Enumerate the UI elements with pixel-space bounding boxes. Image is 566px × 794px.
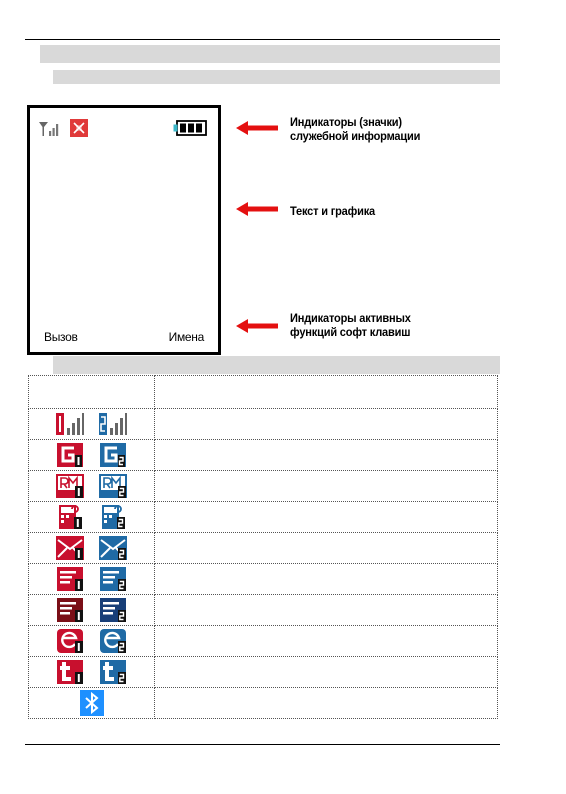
sms-sim2-icon bbox=[98, 535, 128, 561]
signal-sim1-icon bbox=[55, 411, 85, 437]
callout-label: Индикаторы активных функций софт клавиш bbox=[290, 311, 411, 339]
message-sim2-icon bbox=[98, 566, 128, 592]
email-sim2-icon bbox=[98, 628, 128, 654]
table-row bbox=[29, 533, 498, 564]
sim-status-icon bbox=[70, 119, 88, 137]
missed-call-sim2-icon bbox=[98, 504, 128, 530]
table-heading-bar bbox=[53, 356, 500, 374]
section-heading-bar bbox=[40, 45, 500, 63]
table-header-row bbox=[29, 376, 498, 409]
subsection-heading-bar bbox=[53, 70, 500, 84]
message-full-sim2-icon bbox=[98, 597, 128, 623]
gprs-sim1-icon bbox=[55, 442, 85, 468]
right-softkey-label: Имена bbox=[168, 330, 204, 344]
table-header-cell bbox=[29, 376, 155, 409]
table-row bbox=[29, 657, 498, 688]
table-row bbox=[29, 471, 498, 502]
arrow-left-icon bbox=[236, 319, 278, 333]
line-sim2-icon bbox=[98, 659, 128, 685]
message-full-sim1-icon bbox=[55, 597, 85, 623]
phone-screen bbox=[27, 105, 221, 355]
arrow-left-icon bbox=[236, 121, 278, 135]
bottom-rule bbox=[25, 744, 500, 745]
status-icons-table bbox=[28, 375, 498, 719]
left-softkey-label: Вызов bbox=[44, 330, 78, 344]
battery-icon bbox=[173, 120, 207, 136]
top-rule bbox=[25, 39, 500, 40]
gprs-sim2-icon bbox=[98, 442, 128, 468]
table-row bbox=[29, 564, 498, 595]
table-header-cell bbox=[155, 376, 498, 409]
missed-call-sim1-icon bbox=[55, 504, 85, 530]
message-sim1-icon bbox=[55, 566, 85, 592]
sms-sim1-icon bbox=[55, 535, 85, 561]
bluetooth-icon bbox=[77, 690, 107, 716]
callout-label: Индикаторы (значки) служебной информации bbox=[290, 115, 421, 143]
arrow-left-icon bbox=[236, 202, 278, 216]
table-row bbox=[29, 626, 498, 657]
callout-label: Текст и графика bbox=[290, 204, 376, 218]
table-row bbox=[29, 409, 498, 440]
table-row bbox=[29, 688, 498, 719]
table-row bbox=[29, 440, 498, 471]
signal-sim2-icon bbox=[98, 411, 128, 437]
line-sim1-icon bbox=[55, 659, 85, 685]
table-row bbox=[29, 595, 498, 626]
roaming-sim1-icon bbox=[55, 473, 85, 499]
signal-strength-icon bbox=[38, 120, 62, 138]
table-row bbox=[29, 502, 498, 533]
email-sim1-icon bbox=[55, 628, 85, 654]
roaming-sim2-icon bbox=[98, 473, 128, 499]
